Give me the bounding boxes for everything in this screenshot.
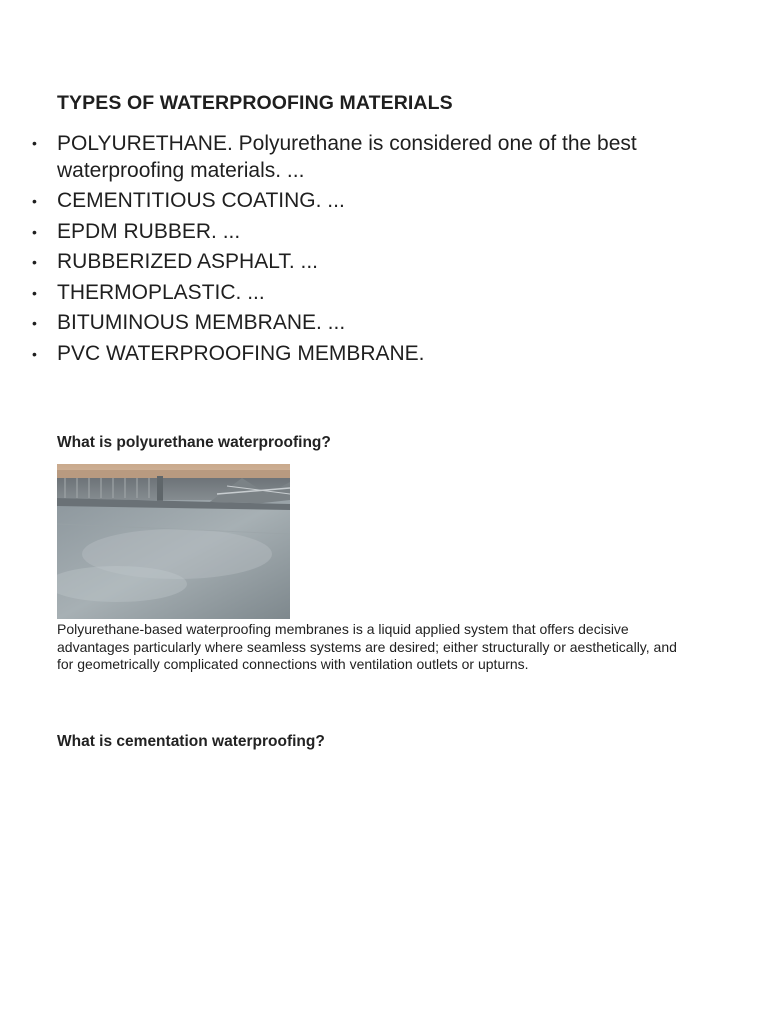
bullet-icon: • xyxy=(32,315,37,331)
bullet-icon: • xyxy=(32,135,37,151)
list-item-text: POLYURETHANE. Polyurethane is considered one of the best waterproofing materials. ... xyxy=(57,132,637,182)
page-title: TYPES OF WATERPROOFING MATERIALS xyxy=(57,92,453,114)
polyurethane-roof-photo xyxy=(57,464,290,619)
polyurethane-description: Polyurethane-based waterproofing membranes is a liquid applied system that offers decisive advantages particularly where seamless systems are desired; either structurally or aesthetically, and for geometrically complicated connections with ventilation outlets or upturns. xyxy=(57,621,677,672)
bullet-icon: • xyxy=(32,193,37,209)
list-item-text: CEMENTITIOUS COATING. ... xyxy=(57,189,345,212)
list-item xyxy=(0,129,700,186)
list-item-text: PVC WATERPROOFING MEMBRANE. xyxy=(57,341,425,365)
bullet-icon: • xyxy=(32,254,37,270)
bullet-icon: • xyxy=(32,223,37,240)
list-item xyxy=(0,186,700,217)
list-item xyxy=(0,247,700,278)
waterproofing-types-list xyxy=(0,129,700,369)
list-item xyxy=(0,217,700,248)
bullet-icon: • xyxy=(32,345,37,362)
list-item xyxy=(0,278,700,309)
list-item-text: RUBBERIZED ASPHALT. ... xyxy=(57,250,319,273)
section-heading-polyurethane: What is polyurethane waterproofing? xyxy=(57,434,331,451)
list-item xyxy=(0,339,700,370)
list-item xyxy=(0,308,700,339)
list-item-text: EPDM RUBBER. ... xyxy=(57,219,241,243)
list-item-text: BITUMINOUS MEMBRANE. ... xyxy=(57,311,346,334)
section-heading-cementation: What is cementation waterproofing? xyxy=(57,733,325,750)
list-item-text: THERMOPLASTIC. ... xyxy=(57,280,265,304)
bullet-icon: • xyxy=(32,284,37,301)
